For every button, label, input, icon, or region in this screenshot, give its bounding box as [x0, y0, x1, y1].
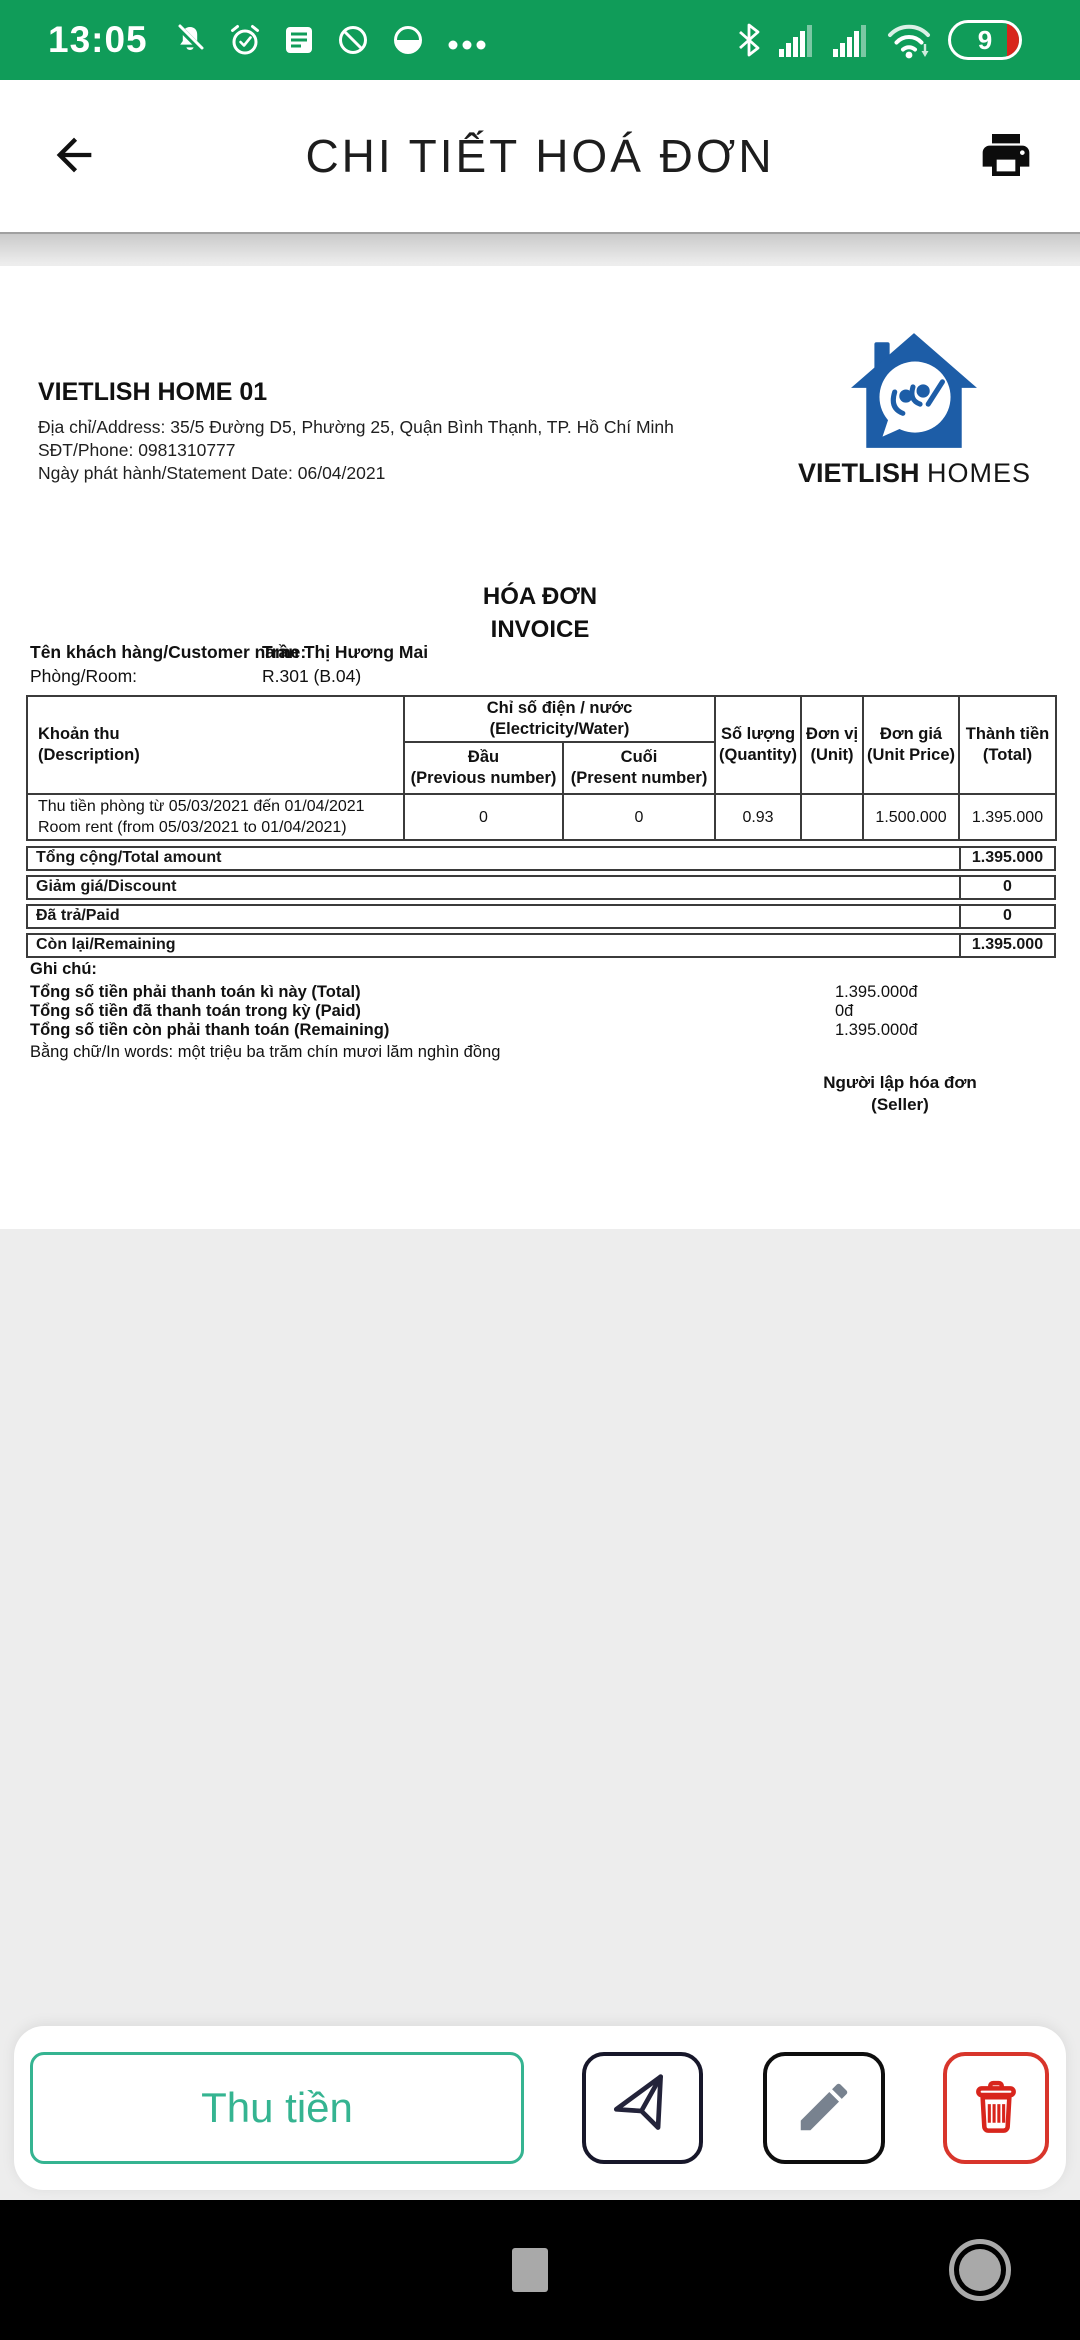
action-bar	[14, 2026, 1066, 2190]
battery-percent: 9	[977, 24, 993, 55]
col-header-previous: Đầu (Previous number)	[404, 742, 563, 794]
col-header-meter-group: Chỉ số điện / nước (Electricity/Water)	[404, 696, 715, 742]
battery-indicator	[948, 20, 1022, 60]
customer-room-row	[30, 664, 1050, 688]
app-header	[0, 80, 1080, 232]
ellipsis-icon	[445, 22, 489, 58]
nav-recents-button[interactable]	[215, 2200, 415, 2340]
print-button[interactable]	[974, 124, 1038, 188]
printer-icon	[978, 127, 1034, 186]
customer-info	[30, 640, 1050, 688]
document-title-en: INVOICE	[490, 616, 590, 643]
nav-home-button[interactable]	[440, 2200, 640, 2340]
home-icon	[949, 2239, 1011, 2301]
company-info	[38, 416, 674, 485]
trash-icon	[967, 2076, 1025, 2141]
memo-icon	[282, 23, 316, 57]
edit-button[interactable]	[763, 2052, 885, 2164]
cell-present: 0	[563, 794, 715, 840]
bell-muted-icon	[172, 22, 208, 58]
edit-icon	[793, 2076, 855, 2141]
company-address: Địa chỉ/Address: 35/5 Đường D5, Phường 25, Quận Bình Thạnh, TP. Hồ Chí Minh	[38, 417, 674, 437]
charges-table	[26, 695, 1057, 841]
android-nav-bar	[0, 2200, 1080, 2340]
seller-signature-block	[770, 1072, 1030, 1116]
summary-row-discount: Giảm giá/Discount 0	[26, 875, 1056, 900]
note-line-remaining: Tổng số tiền còn phải thanh toán (Remaining) 1.395.000đ	[30, 1021, 918, 1039]
send-icon	[610, 2074, 676, 2143]
cell-price: 1.500.000	[863, 794, 959, 840]
brand-primary: VIETLISH	[798, 458, 920, 488]
seller-label-en: (Seller)	[871, 1095, 929, 1114]
amount-in-words: Bằng chữ/In words: một triệu ba trăm chín mươi lăm nghìn đồng	[30, 1043, 501, 1061]
company-phone: SĐT/Phone: 0981310777	[38, 440, 236, 460]
status-left-icons	[172, 22, 489, 58]
cell-total: 1.395.000	[959, 794, 1056, 840]
col-header-description: Khoản thu (Description)	[27, 696, 404, 794]
page-title: CHI TIẾT HOÁ ĐƠN	[305, 130, 775, 182]
nav-back-button[interactable]	[665, 2200, 865, 2340]
table-row	[27, 794, 1056, 840]
data-saver-icon	[390, 22, 426, 58]
col-header-quantity: Số lượng (Quantity)	[715, 696, 801, 794]
note-value-remaining: 1.395.000đ	[835, 1021, 918, 1039]
cell-description: Thu tiền phòng từ 05/03/2021 đến 01/04/2021 Room rent (from 05/03/2021 to 01/04/2021)	[27, 794, 404, 840]
brand-wordmark	[798, 458, 1030, 489]
battery-low-segment	[1007, 22, 1020, 58]
document-title	[0, 580, 1080, 646]
cell-previous: 0	[404, 794, 563, 840]
customer-room-value: R.301 (B.04)	[262, 666, 362, 686]
customer-name-label: Tên khách hàng/Customer name:	[30, 642, 307, 662]
wifi-download-icon	[886, 20, 932, 60]
col-header-unit: Đơn vị (Unit)	[801, 696, 863, 794]
note-line-total: Tổng số tiền phải thanh toán kì này (Total) 1.395.000đ	[30, 983, 918, 1001]
blocked-circle-icon	[335, 22, 371, 58]
summary-row-remaining: Còn lại/Remaining 1.395.000	[26, 933, 1056, 958]
signal-sim2-icon	[832, 21, 870, 59]
summary-row-paid: Đã trả/Paid 0	[26, 904, 1056, 929]
status-bar	[0, 0, 1080, 80]
summary-section	[26, 846, 1056, 962]
document-title-vi: HÓA ĐƠN	[482, 583, 598, 610]
note-value-total: 1.395.000đ	[835, 983, 918, 1001]
collect-money-button[interactable]: Thu tiền	[30, 2052, 524, 2164]
send-button[interactable]	[582, 2052, 703, 2164]
signal-sim1-icon	[778, 21, 816, 59]
bluetooth-icon	[736, 20, 762, 60]
header-divider	[0, 232, 1080, 264]
clock: 13:05	[48, 19, 148, 60]
statement-date: Ngày phát hành/Statement Date: 06/04/2021	[38, 463, 386, 483]
back-button[interactable]	[42, 124, 106, 188]
customer-name-row	[30, 640, 1050, 664]
delete-button[interactable]	[943, 2052, 1049, 2164]
notes-title: Ghi chú:	[30, 960, 97, 978]
invoice-sheet	[0, 266, 1080, 1229]
brand-secondary: HOMES	[927, 458, 1032, 488]
alarm-check-icon	[227, 22, 263, 58]
col-header-price: Đơn giá (Unit Price)	[863, 696, 959, 794]
customer-room-label: Phòng/Room:	[30, 666, 138, 686]
col-header-present: Cuối (Present number)	[563, 742, 715, 794]
summary-row-total: Tổng cộng/Total amount 1.395.000	[26, 846, 1056, 871]
company-name: VIETLISH HOME 01	[38, 378, 268, 406]
customer-name-value: Trần Thị Hương Mai	[262, 642, 429, 662]
cell-quantity: 0.93	[715, 794, 801, 840]
col-header-total: Thành tiền (Total)	[959, 696, 1056, 794]
cell-unit	[801, 794, 863, 840]
seller-label-vi: Người lập hóa đơn	[823, 1073, 977, 1092]
status-right-icons	[736, 20, 1022, 60]
notes-section	[30, 960, 1050, 1062]
note-line-paid: Tổng số tiền đã thanh toán trong kỳ (Paid) 0đ	[30, 1002, 854, 1020]
house-logo-icon	[798, 332, 1030, 454]
note-value-paid: 0đ	[835, 1002, 854, 1020]
back-arrow-icon	[48, 129, 100, 184]
brand-logo	[798, 332, 1030, 489]
